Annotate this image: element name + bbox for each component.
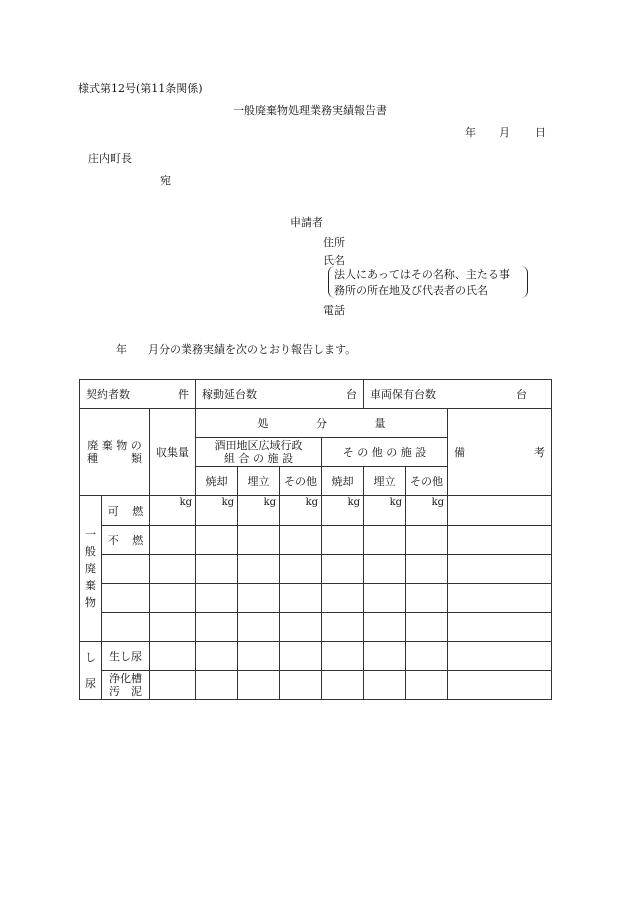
remarks-cell[interactable]	[448, 496, 552, 526]
type-cell[interactable]	[102, 613, 150, 642]
unit-kg[interactable]: kg	[238, 496, 280, 526]
sub-header-landfill: 埋立	[364, 467, 406, 496]
honorific: 宛	[160, 174, 171, 187]
unit-kg[interactable]: kg	[322, 496, 364, 526]
data-cell[interactable]	[196, 671, 238, 700]
data-cell[interactable]	[322, 584, 364, 613]
combustible-label	[102, 496, 150, 526]
unit-kg[interactable]: kg	[280, 496, 322, 526]
table-row	[80, 613, 552, 642]
document-title: 一般廃棄物処理業務実績報告書	[233, 104, 387, 117]
sub-header-other: その他	[280, 467, 322, 496]
operating-cell[interactable]	[196, 380, 364, 409]
vertical-char: し	[85, 650, 96, 664]
data-cell[interactable]	[406, 642, 448, 671]
table-row	[80, 584, 552, 613]
data-cell[interactable]	[406, 613, 448, 642]
sakata-line-2: 組 合 の 施 設	[224, 452, 294, 465]
data-cell[interactable]	[150, 555, 196, 584]
type-cell[interactable]	[102, 555, 150, 584]
performance-table	[79, 379, 552, 700]
unit-kg[interactable]: kg	[406, 496, 448, 526]
report-sentence: 月分の業務実績を次のとおり報告します。	[148, 343, 357, 356]
contracts-unit: 件	[178, 388, 190, 401]
data-cell[interactable]	[196, 584, 238, 613]
sakata-line-1: 酒田地区広域行政	[214, 439, 303, 452]
data-cell[interactable]	[280, 671, 322, 700]
data-cell[interactable]	[322, 526, 364, 555]
vertical-char: 一	[85, 528, 96, 541]
date-month: 月	[499, 126, 510, 139]
remarks-cell[interactable]	[448, 584, 552, 613]
noncombustible-char-2: 燃	[132, 534, 144, 547]
table-row	[80, 555, 552, 584]
report-year: 年	[116, 343, 127, 356]
general-waste-label	[80, 496, 102, 642]
data-cell[interactable]	[238, 555, 280, 584]
sub-header-landfill: 埋立	[238, 467, 280, 496]
sub-header-incineration: 焼却	[196, 467, 238, 496]
applicant-name-label: 氏名	[323, 254, 345, 267]
vehicles-unit: 台	[516, 388, 528, 401]
vertical-char: 棄	[85, 579, 96, 592]
data-cell[interactable]	[322, 642, 364, 671]
data-cell[interactable]	[238, 642, 280, 671]
data-cell[interactable]	[364, 671, 406, 700]
data-cell[interactable]	[150, 642, 196, 671]
data-cell[interactable]	[238, 584, 280, 613]
corporate-note-line-1: 法人にあってはその名称、主たる事	[334, 268, 510, 281]
noncombustible-label	[102, 526, 150, 555]
data-cell[interactable]	[150, 671, 196, 700]
table-row	[80, 642, 552, 671]
night-soil-label	[80, 642, 102, 700]
data-cell[interactable]	[406, 555, 448, 584]
data-cell[interactable]	[150, 613, 196, 642]
table-row	[80, 671, 552, 700]
data-cell[interactable]	[280, 584, 322, 613]
septic-line-2: 汚 泥	[109, 685, 142, 698]
septic-sludge-label	[102, 671, 150, 700]
combustible-char-2: 燃	[132, 504, 144, 518]
collection-header: 収集量	[150, 409, 196, 496]
vehicles-cell[interactable]	[364, 380, 552, 409]
summary-row	[80, 380, 552, 409]
header-row-1	[80, 409, 552, 438]
date-day: 日	[535, 126, 546, 139]
applicant-label: 申請者	[290, 216, 323, 229]
form-number: 様式第12号(第11条関係)	[78, 82, 203, 95]
disposal-char-1: 処	[257, 417, 269, 430]
remarks-cell[interactable]	[448, 526, 552, 555]
data-cell[interactable]	[196, 526, 238, 555]
remarks-cell[interactable]	[448, 671, 552, 700]
data-cell[interactable]	[364, 584, 406, 613]
corporate-note-line-2: 務所の所在地及び代表者の氏名	[334, 284, 488, 297]
data-cell[interactable]	[364, 526, 406, 555]
unit-kg[interactable]: kg	[196, 496, 238, 526]
sub-header-other: その他	[406, 467, 448, 496]
remarks-header	[448, 409, 552, 496]
contracts-cell[interactable]	[80, 380, 196, 409]
data-cell[interactable]	[364, 642, 406, 671]
sakata-facility-header	[196, 438, 322, 467]
remarks-cell[interactable]	[448, 642, 552, 671]
unit-kg[interactable]: kg	[150, 496, 196, 526]
table-row	[80, 496, 552, 526]
data-cell[interactable]	[406, 526, 448, 555]
data-cell[interactable]	[322, 555, 364, 584]
vertical-char: 廃	[85, 562, 96, 575]
remarks-cell[interactable]	[448, 613, 552, 642]
other-facility-header: そ の 他 の 施 設	[322, 438, 448, 467]
remarks-char-2: 考	[534, 446, 546, 459]
disposal-char-3: 量	[374, 417, 386, 430]
type-cell[interactable]	[102, 584, 150, 613]
vertical-char: 般	[85, 545, 96, 558]
data-cell[interactable]	[364, 555, 406, 584]
vehicles-label: 車両保有台数	[370, 388, 437, 401]
data-cell[interactable]	[406, 671, 448, 700]
data-cell[interactable]	[280, 526, 322, 555]
operating-unit: 台	[346, 388, 358, 401]
contracts-label: 契約者数	[86, 388, 130, 401]
waste-type-header	[80, 409, 150, 496]
septic-line-1: 浄化槽	[109, 672, 142, 685]
disposal-char-2: 分	[316, 417, 328, 430]
applicant-phone-label: 電話	[323, 304, 345, 317]
data-cell[interactable]	[364, 613, 406, 642]
remarks-char-1: 備	[454, 446, 466, 459]
noncombustible-char-1: 不	[107, 534, 119, 547]
waste-type-line-1: 廃 棄 物 の	[87, 439, 142, 452]
data-cell[interactable]	[280, 555, 322, 584]
data-cell[interactable]	[322, 671, 364, 700]
data-cell[interactable]	[322, 613, 364, 642]
remarks-cell[interactable]	[448, 555, 552, 584]
vertical-char: 尿	[85, 676, 96, 690]
combustible-char-1: 可	[107, 504, 119, 518]
disposal-header	[196, 409, 448, 438]
data-cell[interactable]	[280, 642, 322, 671]
data-cell[interactable]	[196, 613, 238, 642]
data-cell[interactable]	[238, 526, 280, 555]
data-cell[interactable]	[196, 642, 238, 671]
vertical-char: 物	[85, 596, 96, 609]
data-cell[interactable]	[406, 584, 448, 613]
data-cell[interactable]	[150, 584, 196, 613]
waste-type-line-2: 種 類	[87, 452, 142, 465]
data-cell[interactable]	[238, 671, 280, 700]
data-cell[interactable]	[238, 613, 280, 642]
addressee: 庄内町長	[88, 152, 132, 165]
unit-kg[interactable]: kg	[364, 496, 406, 526]
date-year: 年	[465, 126, 476, 139]
operating-label: 稼動延台数	[202, 388, 258, 401]
data-cell[interactable]	[150, 526, 196, 555]
table-row	[80, 526, 552, 555]
applicant-address-label: 住所	[323, 236, 345, 249]
raw-night-soil-label: 生し尿	[102, 642, 150, 671]
sub-header-incineration: 焼却	[322, 467, 364, 496]
data-cell[interactable]	[196, 555, 238, 584]
data-cell[interactable]	[280, 613, 322, 642]
